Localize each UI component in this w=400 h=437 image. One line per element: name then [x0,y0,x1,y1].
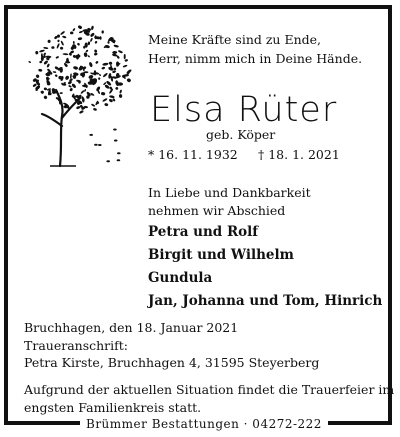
mourner-line: Birgit und Wilhelm [148,247,294,263]
leaf-mark [101,92,106,96]
leaf-mark [98,77,101,80]
leaf-mark [79,30,83,33]
falling-leaf-mark [106,160,110,162]
leaf-mark [43,95,48,100]
undertaker-footer: Brümmer Bestattungen · 04272-222 [80,415,328,433]
maiden-name: geb. Köper [206,127,276,142]
leaf-mark [43,47,48,50]
leaf-mark [101,30,104,33]
falling-leaf-mark [98,144,102,146]
verse-line: Herr, nimm mich in Deine Hände. [148,51,363,66]
leaf-mark [41,90,45,94]
leaf-mark [124,54,126,59]
leaf-mark [118,50,123,54]
leaf-mark [87,55,90,58]
falling-leaf-mark [114,140,118,142]
leaf-mark [78,37,83,41]
leaf-mark [113,44,119,48]
leaf-mark [46,79,51,86]
verse-line: Meine Kräfte sind zu Ende, [148,32,321,47]
leaf-mark [54,74,57,78]
leaf-mark [102,72,108,78]
death-date: † 18. 1. 2021 [258,147,340,162]
leaf-mark [35,51,38,55]
leaf-mark [123,64,128,67]
leaf-mark [80,90,85,95]
mourner-line: Petra und Rolf [148,224,259,240]
leaf-mark [73,66,79,70]
leaf-mark [60,47,64,50]
leaf-mark [119,89,122,93]
leaf-mark [119,94,123,98]
leaf-mark [94,49,97,53]
verse [148,30,362,68]
address-label: Traueranschrift: [24,337,128,353]
leaf-mark [55,56,59,59]
leaf-mark [28,61,31,64]
leaf-mark [95,61,99,65]
leaf-mark [65,75,70,80]
leaf-mark [35,74,39,79]
mourning-address: Petra Kirste, Bruchhagen 4, 31595 Steyerberg [24,355,320,370]
leaf-mark [108,98,113,102]
leaf-mark [79,110,84,114]
leaf-mark [71,83,77,89]
leaf-mark [53,71,57,73]
funeral-remark [24,381,394,416]
leaf-mark [84,71,89,73]
leaf-mark [73,41,75,44]
leaf-mark [62,35,67,38]
leaf-mark [43,52,46,56]
leaf-mark [85,49,88,52]
leaf-mark [72,28,75,32]
leaf-mark [91,103,96,107]
leaf-mark [47,40,50,43]
leaf-mark [88,62,93,68]
leaf-mark [46,63,50,68]
leaf-mark [99,36,101,40]
leaf-mark [39,49,45,53]
birth-date: * 16. 11. 1932 [148,147,238,162]
mourner-line: Jan, Johanna und Tom, Hinrich [148,293,383,309]
leaf-mark [44,87,48,90]
leaf-mark [115,87,119,91]
leaf-mark [77,42,81,46]
intro-line: nehmen wir Abschied [148,203,286,218]
leaf-mark [84,89,87,92]
leaf-mark [101,66,105,69]
leaf-mark [113,67,116,70]
leaf-mark [88,41,91,45]
leaf-mark [70,31,73,34]
leaf-mark [69,88,73,92]
leaf-mark [102,98,108,103]
leaf-mark [93,108,97,112]
farewell-intro [148,184,311,220]
leaf-mark [77,25,82,30]
leaf-mark [112,51,117,54]
leaf-mark [56,43,60,49]
falling-leaf-mark [117,159,121,161]
leaf-mark [102,62,108,66]
leaf-mark [126,78,131,83]
leaf-mark [104,103,108,107]
remark-line: engsten Familienkreis statt. [24,399,202,415]
deceased-name: Elsa Rüter [150,90,338,130]
mourner-line: Gundula [148,270,213,286]
falling-leaf-mark [117,152,121,154]
leaf-mark [51,46,54,49]
place-and-address [24,319,319,372]
place-date: Bruchhagen, den 18. Januar 2021 [24,320,239,335]
leaf-mark [70,73,72,79]
intro-line: In Liebe und Dankbarkeit [148,185,311,200]
leaf-mark [60,92,63,94]
falling-leaf-mark [113,129,117,131]
leaf-mark [83,52,87,57]
leaf-mark [57,39,60,42]
leaf-mark [63,53,69,55]
falling-leaf-mark [89,134,93,136]
leaf-mark [94,41,97,45]
leaf-mark [90,38,93,43]
leaf-mark [60,40,64,45]
mourners-list [148,221,382,313]
leaf-mark [124,59,128,62]
leaf-mark [68,85,72,88]
leaf-mark [38,69,43,72]
falling-leaf-mark [94,144,98,146]
leaf-mark [109,95,115,99]
remark-line: Aufgrund der aktuellen Situation findet die Trauerfeier im [24,382,395,397]
leaf-mark [94,52,98,56]
leaf-mark [91,25,94,30]
leaf-mark [60,31,65,36]
leaf-mark [90,32,95,37]
tree-icon [20,18,138,168]
